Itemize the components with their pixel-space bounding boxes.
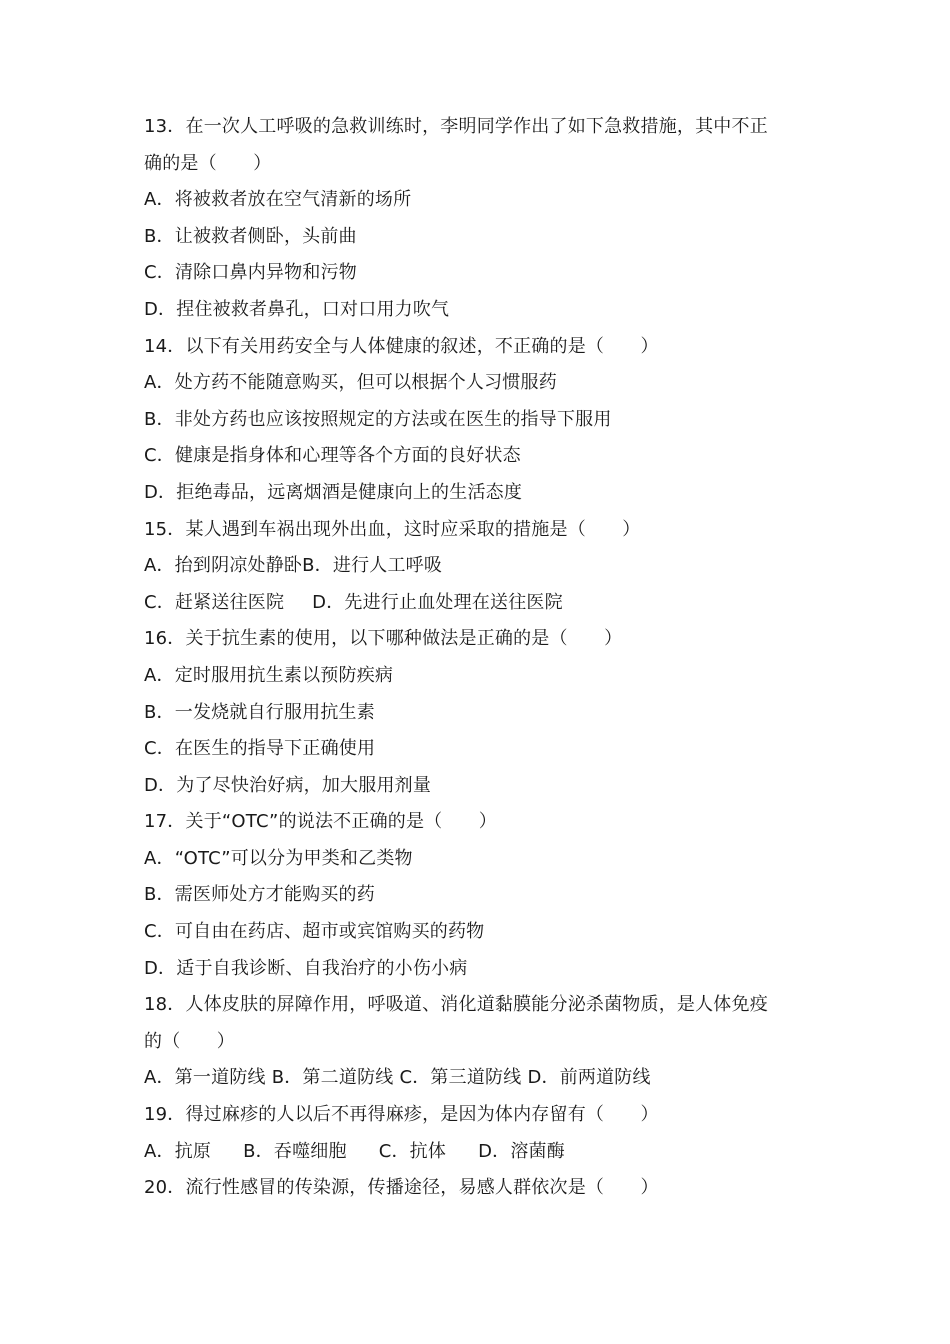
question-15-stem: 15．某人遇到车祸出现外出血，这时应采取的措施是（ ） <box>144 518 641 540</box>
question-14-option-c: C．健康是指身体和心理等各个方面的良好状态 <box>144 445 521 467</box>
question-17-option-a: A．“OTC”可以分为甲类和乙类物 <box>144 847 413 869</box>
question-15-option-d: D．先进行止血处理在送往医院 <box>312 591 563 613</box>
question-17-option-b: B．需医师处方才能购买的药 <box>144 884 375 906</box>
question-16-option-c: C．在医生的指导下正确使用 <box>144 738 376 760</box>
question-18-option-a: A．第一道防线 <box>144 1067 266 1089</box>
question-20-stem: 20．流行性感冒的传染源，传播途径，易感人群依次是（ ） <box>144 1177 659 1199</box>
question-13-option-d: D．捏住被救者鼻孔，口对口用力吹气 <box>144 298 450 320</box>
question-19-option-b: B．吞噬细胞 <box>243 1140 347 1162</box>
question-15-option-a: A．抬到阴凉处静卧 <box>144 555 303 577</box>
question-19-stem: 19．得过麻疹的人以后不再得麻疹，是因为体内存留有（ ） <box>144 1104 659 1126</box>
question-19-option-d: D．溶菌酶 <box>478 1140 565 1162</box>
question-16-option-a: A．定时服用抗生素以预防疾病 <box>144 664 394 686</box>
question-18-options-row <box>144 1060 814 1097</box>
question-17-stem: 17．关于“OTC”的说法不正确的是（ ） <box>144 811 497 833</box>
question-18-option-b: B．第二道防线 <box>271 1067 394 1089</box>
exam-page <box>144 109 814 1207</box>
question-19-option-a: A．抗原 <box>144 1140 212 1162</box>
question-17-option-c: C．可自由在药店、超市或宾馆购买的药物 <box>144 921 485 943</box>
question-18-stem-line1: 18．人体皮肤的屏障作用，呼吸道、消化道黏膜能分泌杀菌物质，是人体免疫 <box>144 994 768 1016</box>
question-13-stem-line1: 13．在一次人工呼吸的急救训练时，李明同学作出了如下急救措施，其中不正 <box>144 116 768 137</box>
question-16-option-d: D．为了尽快治好病，加大服用剂量 <box>144 774 432 796</box>
question-14-option-a: A．处方药不能随意购买，但可以根据个人习惯服药 <box>144 372 557 394</box>
question-18-option-d: D．前两道防线 <box>527 1067 651 1089</box>
question-16-option-b: B．一发烧就自行服用抗生素 <box>144 701 375 723</box>
question-17-option-d: D．适于自我诊断、自我治疗的小伤小病 <box>144 957 468 979</box>
question-13-stem-line2: 确的是（ ） <box>144 152 272 174</box>
question-15-option-c: C．赶紧送往医院 <box>144 591 285 613</box>
question-15-options-row2 <box>144 585 814 622</box>
question-14-stem: 14．以下有关用药安全与人体健康的叙述，不正确的是（ ） <box>144 335 659 357</box>
question-13-option-b: B．让被救者侧卧，头前曲 <box>144 225 357 247</box>
question-14-option-b: B．非处方药也应该按照规定的方法或在医生的指导下服用 <box>144 408 612 430</box>
question-13-option-c: C．清除口鼻内异物和污物 <box>144 262 357 284</box>
question-14-option-d: D．拒绝毒品，远离烟酒是健康向上的生活态度 <box>144 481 523 503</box>
question-19-option-c: C．抗体 <box>378 1140 447 1162</box>
question-19-options-row <box>144 1134 814 1171</box>
question-18-option-c: C．第三道防线 <box>399 1067 522 1089</box>
question-13-option-a: A．将被救者放在空气清新的场所 <box>144 189 412 211</box>
question-15-options-row1 <box>144 548 814 585</box>
question-15-option-b: B．进行人工呼吸 <box>302 555 443 577</box>
question-16-stem: 16．关于抗生素的使用，以下哪种做法是正确的是（ ） <box>144 628 623 650</box>
question-18-stem-line2: 的（ ） <box>144 1030 235 1052</box>
